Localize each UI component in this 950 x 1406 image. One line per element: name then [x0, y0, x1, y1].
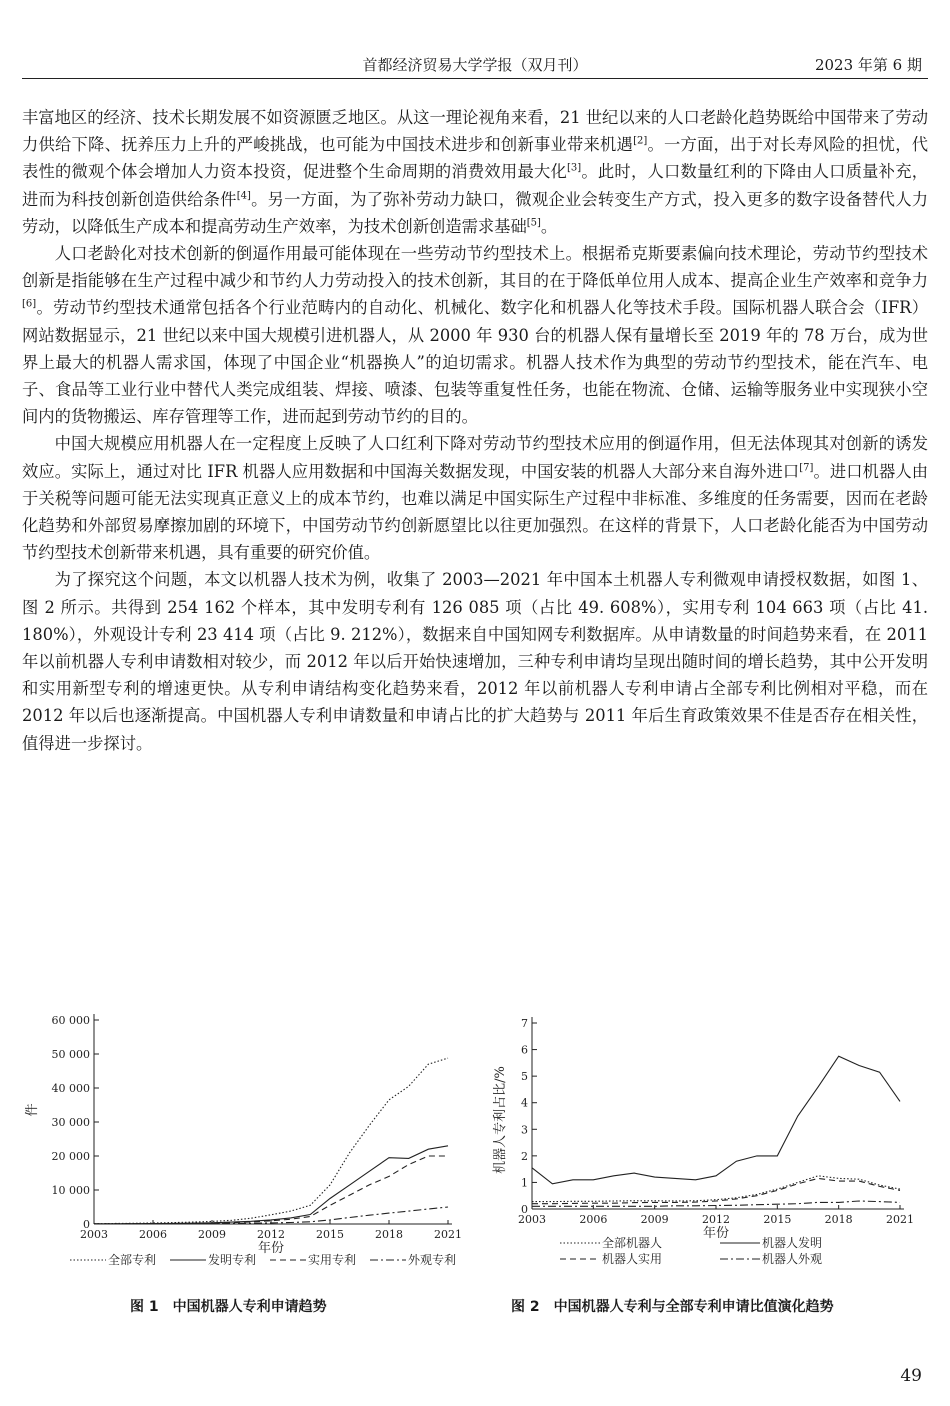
text-run: 。另一方面，为了弥补劳动力缺口，微观企业会转变生产方式，投入更多的数字设备替代人力劳动，以降低生产成本和提高劳动生产效率，为技术创新创造需求基础 — [22, 189, 928, 236]
y-tick-label: 60 000 — [51, 1014, 90, 1027]
x-tick-label: 2015 — [763, 1213, 792, 1226]
x-tick-label: 2012 — [702, 1213, 730, 1226]
y-tick-label: 6 — [521, 1043, 528, 1057]
text-run: 。劳动节约型技术通常包括各个行业范畴内的自动化、机械化、数字化和机器人化等技术手段。国际机器人联合会（IFR）网站数据显示，21 世纪以来中国大规模引进机器人，从 2000 年 930 台的机器人保有量增长至 2019 年的 78 万台，成为世界上最大的机器人需求国，体现了中国企业“机器换人”的迫切需求。机器人技术作为典型的劳动节约型技术，能在汽车、电子、食品等工业行业中替代人类完成组装、焊接、喷漆、包装等重复性任务，也能在物流、仓储、运输等服务业中实现狭小空间内的货物搬运、库存管理等工作，进而起到劳动节约的目的。 — [22, 298, 928, 427]
paragraph — [22, 566, 928, 756]
legend-label: 全部机器人 — [602, 1236, 663, 1250]
series-line-0 — [94, 1058, 448, 1224]
x-tick-label: 2018 — [824, 1213, 853, 1226]
x-tick-label: 2015 — [316, 1228, 344, 1241]
legend-label: 机器人实用 — [602, 1252, 663, 1266]
legend-label: 机器人外观 — [762, 1252, 823, 1266]
x-tick-label: 2012 — [257, 1228, 285, 1241]
figure-2 — [490, 1010, 930, 1280]
citation-ref: [4] — [236, 190, 251, 202]
y-tick-label: 50 000 — [51, 1048, 90, 1061]
x-tick-label: 2009 — [198, 1228, 226, 1241]
legend-label: 实用专利 — [308, 1253, 357, 1267]
journal-title: 首都经济贸易大学学报（双月刊） — [362, 56, 588, 74]
paragraph — [22, 104, 928, 240]
y-axis-label: 件 — [25, 1103, 40, 1117]
running-header — [22, 50, 928, 79]
text-run: 。进口机器人由于关税等问题可能无法实现真正意义上的成本节约，也难以满足中国实际生产过程中非标准、多维度的任务需要，因而在老龄化趋势和外部贸易摩擦加剧的环境下，中国劳动节约创新愿望比以往更加强烈。在这样的背景下，人口老龄化能否为中国劳动节约型技术创新带来机遇，具有重要的研究价值。 — [22, 461, 928, 563]
y-tick-label: 20 000 — [51, 1150, 90, 1163]
citation-ref: [3] — [567, 162, 582, 174]
y-tick-label: 7 — [521, 1017, 528, 1030]
x-tick-label: 2006 — [139, 1228, 167, 1241]
paragraph — [22, 430, 928, 566]
citation-ref: [5] — [526, 217, 541, 229]
y-axis-label: 机器人专利占比/% — [493, 1066, 508, 1174]
body-text — [22, 104, 928, 757]
x-tick-label: 2003 — [518, 1213, 546, 1226]
figure-1 — [22, 1010, 482, 1280]
text-run: 丰富地区的经济、技术长期发展不如资源匮乏地区。从这一理论视角来看，21 世纪以来的人口老龄化趋势既给中国带来了劳动力供给下降、抚养压力上升的严峻挑战，也可能为中国技术进步和创新事业带来机遇 — [22, 108, 928, 155]
x-tick-label: 2021 — [434, 1228, 462, 1241]
series-line-1 — [94, 1146, 448, 1224]
x-axis-label: 年份 — [257, 1241, 285, 1256]
paragraph — [22, 240, 928, 430]
x-tick-label: 2009 — [640, 1213, 669, 1226]
text-run: 为了探究这个问题，本文以机器人技术为例，收集了 2003—2021 年中国本土机器人专利微观申请授权数据，如图 1、图 2 所示。共得到 254 162 个样本，其中发明专利有 126 085 项（占比 49. 608%），实用专利 104 663 项（占比 41. 180%），外观设计专利 23 414 项（占比 9. 212%），数据来自中国知网专利数据库。从申请数量的时间趋势来看，在 2011 年以前机器人专利申请数相对较少，而 2012 年以后开始快速增加，三种专利申请均呈现出随时间的增长趋势，其中公开发明和实用新型专利的增速更快。从专利申请结构变化趋势来看，2012 年以前机器人专利申请占全部专利比例相对平稳，而在 2012 年以后也逐渐提高。中国机器人专利申请数量和申请占比的扩大趋势与 2011 年后生育政策效果不佳是否存在相关性，值得进一步探讨。 — [22, 570, 928, 753]
citation-ref: [6] — [22, 299, 37, 310]
page-number: 49 — [900, 1366, 922, 1386]
y-tick-label: 30 000 — [51, 1116, 90, 1129]
series-line-1 — [532, 1056, 900, 1184]
x-tick-label: 2021 — [886, 1213, 914, 1226]
y-tick-label: 2 — [521, 1149, 528, 1163]
text-run: 人口老龄化对技术创新的倒逼作用最可能体现在一些劳动节约型技术上。根据希克斯要素偏向技术理论，劳动节约型技术创新是指能够在生产过程中减少和节约人力劳动投入的技术创新，其目的在于降低单位用人成本、提高企业生产效率和竞争力 — [22, 244, 928, 291]
series-line-2 — [532, 1178, 900, 1203]
figure-1-chart — [22, 1010, 482, 1280]
legend-label: 机器人发明 — [762, 1236, 823, 1250]
figure-1-caption: 图 1 中国机器人专利申请趋势 — [130, 1299, 327, 1315]
y-tick-label: 4 — [521, 1096, 528, 1110]
legend-label: 外观专利 — [408, 1253, 457, 1267]
y-tick-label: 0 — [521, 1203, 528, 1216]
x-tick-label: 2006 — [579, 1213, 608, 1226]
legend-label: 全部专利 — [108, 1253, 157, 1267]
y-tick-label: 40 000 — [51, 1082, 90, 1095]
y-tick-label: 5 — [521, 1070, 528, 1084]
text-run: 。 — [540, 216, 558, 236]
y-tick-label: 10 000 — [51, 1184, 90, 1197]
text-run: 。一方面，出于对长寿风险的担忧，代表性的微观个体会增加人力资本投资，促进整个生命周期的消费效用最大化 — [22, 135, 928, 182]
y-tick-label: 0 — [83, 1218, 90, 1231]
y-tick-label: 3 — [521, 1123, 528, 1137]
text-run: 中国大规模应用机器人在一定程度上反映了人口红利下降对劳动节约型技术应用的倒逼作用，但无法体现其对创新的诱发效应。实际上，通过对比 IFR 机器人应用数据和中国海关数据发现，中国安装的机器人大部分来自海外进口 — [22, 434, 928, 481]
figure-2-caption: 图 2 中国机器人专利与全部专利申请比值演化趋势 — [511, 1299, 834, 1315]
x-tick-label: 2018 — [375, 1228, 403, 1241]
citation-ref: [7] — [799, 462, 814, 474]
x-axis-label: 年份 — [702, 1226, 730, 1241]
y-tick-label: 1 — [521, 1176, 528, 1190]
text-run: 。此时，人口数量红利的下降由人口质量补充，进而为科技创新创造供给条件 — [22, 162, 928, 209]
issue-label: 2023 年第 6 期 — [814, 56, 922, 74]
figure-2-chart — [490, 1010, 930, 1280]
legend-label: 发明专利 — [208, 1253, 257, 1267]
citation-ref: [2] — [633, 135, 648, 147]
series-line-2 — [94, 1156, 448, 1224]
x-tick-label: 2003 — [80, 1228, 108, 1241]
